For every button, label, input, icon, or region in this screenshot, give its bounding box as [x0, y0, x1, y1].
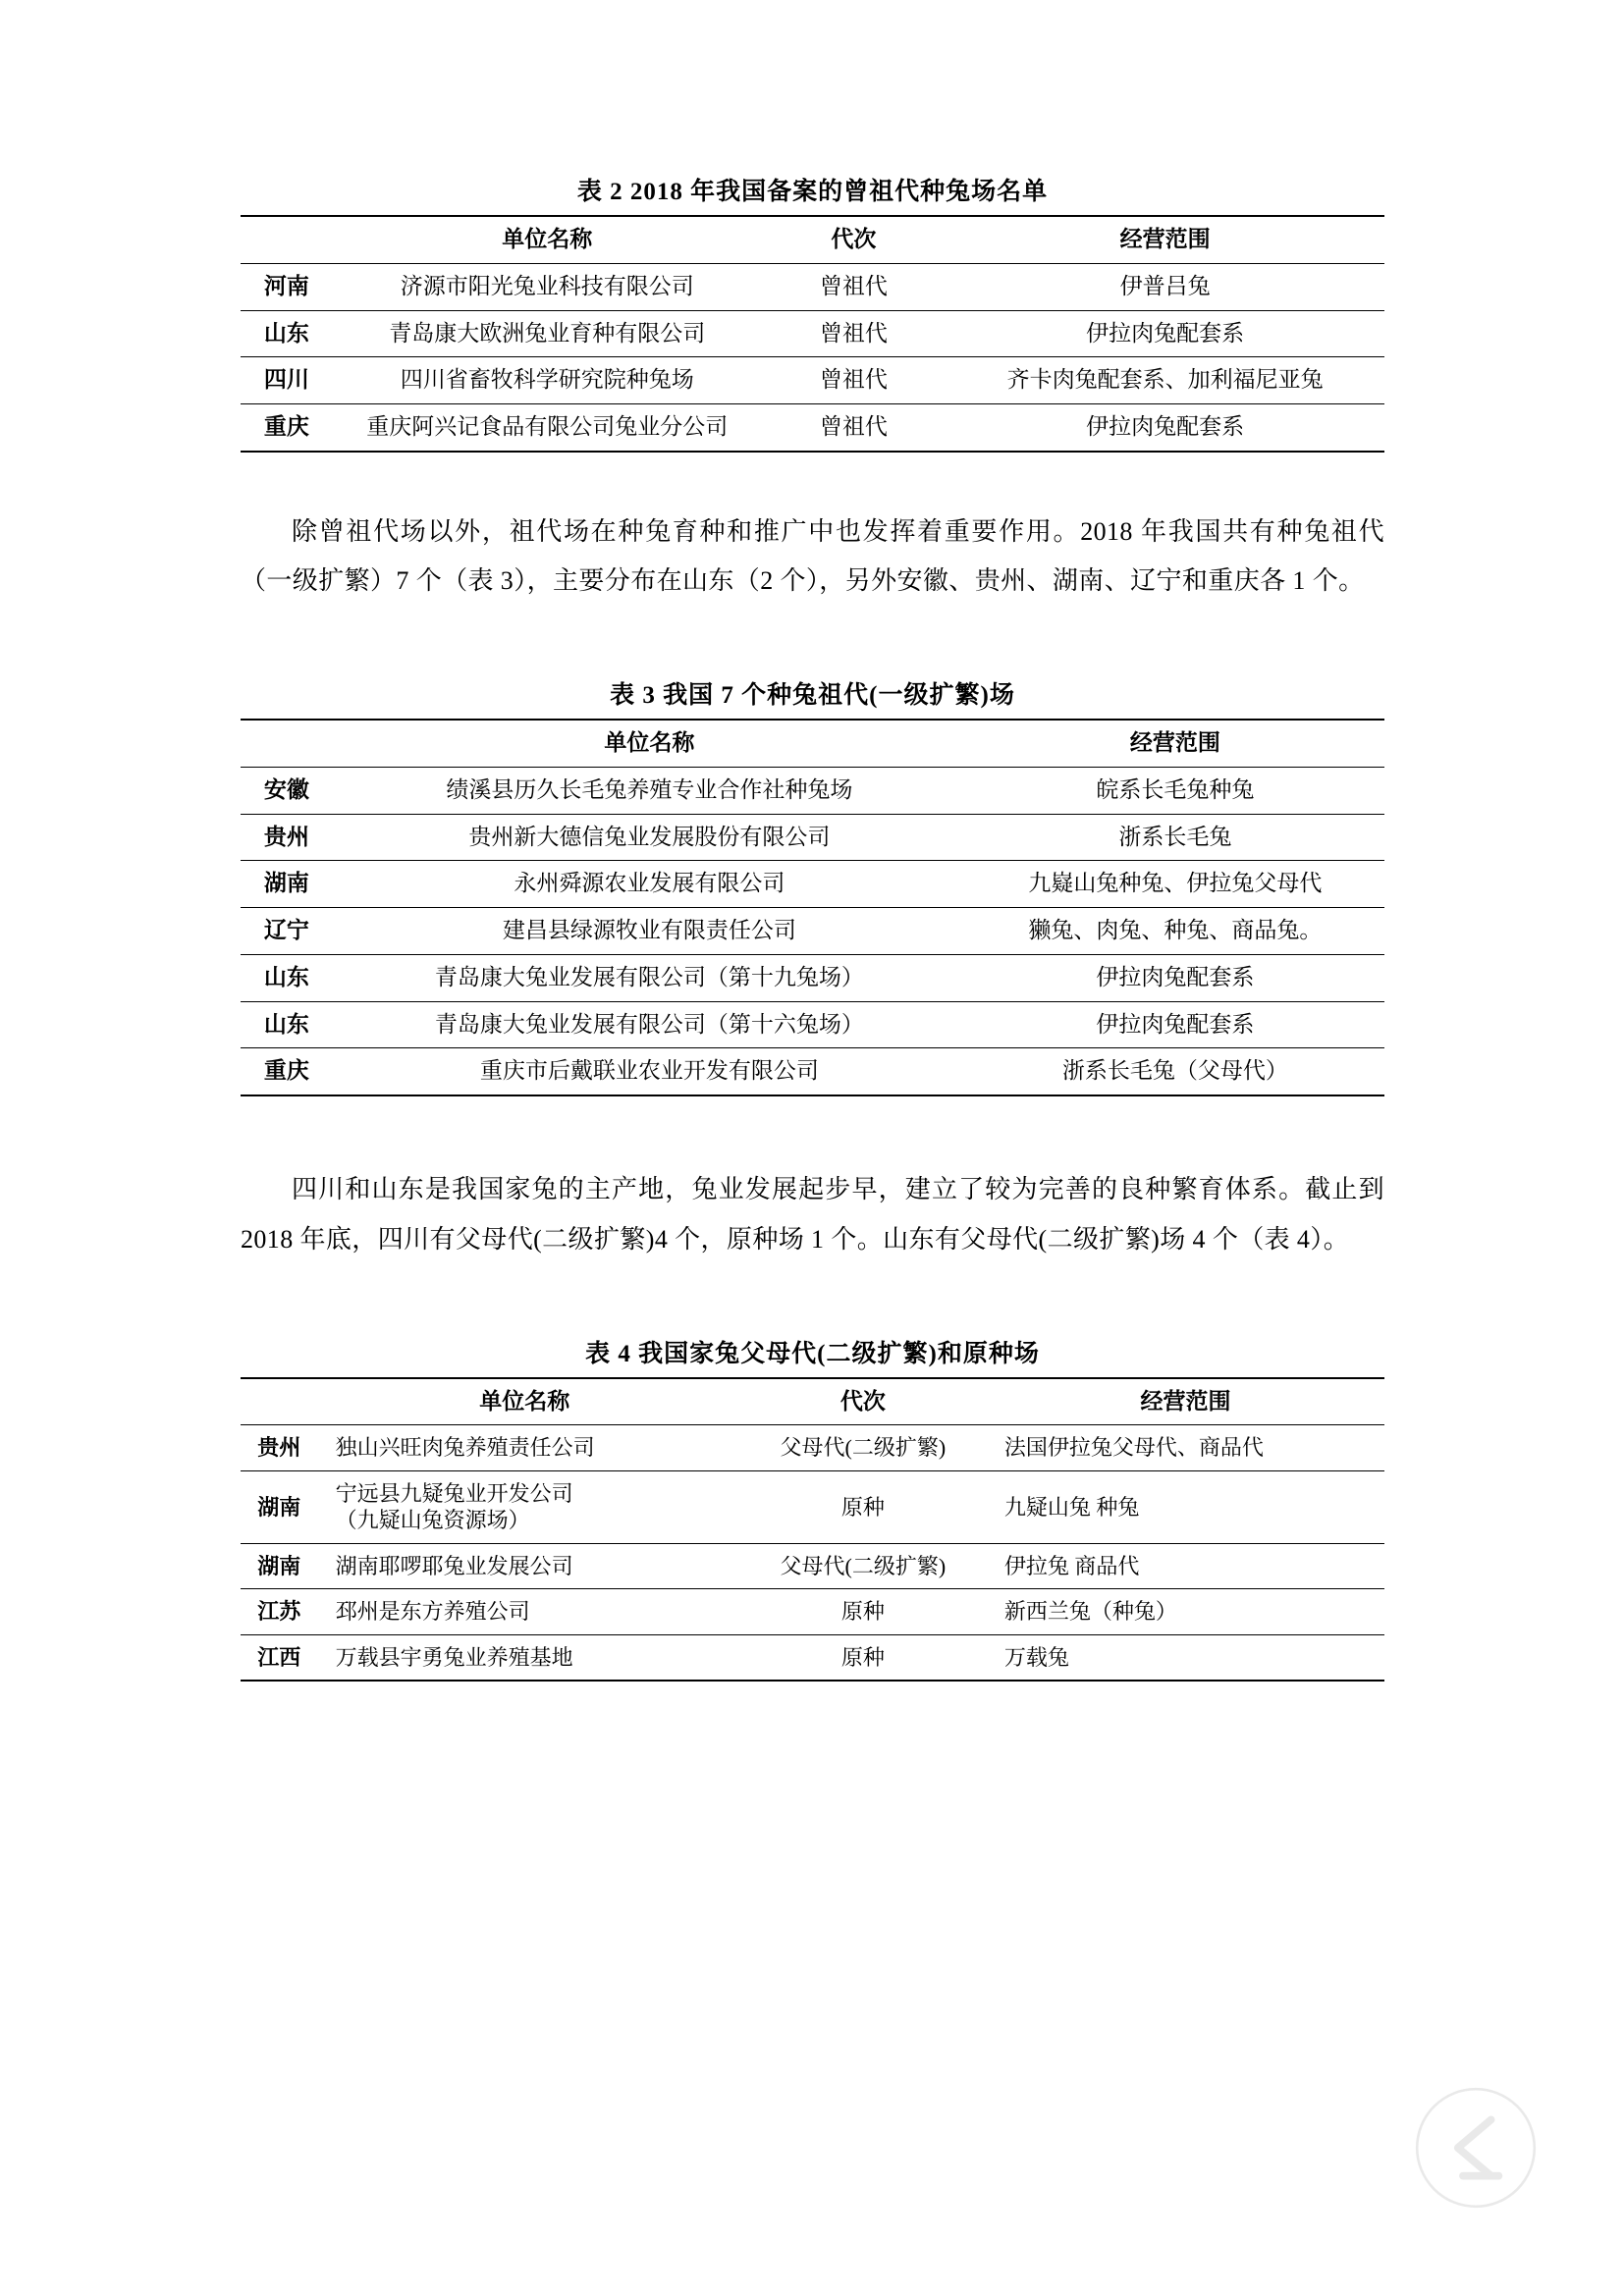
table2-body [241, 263, 1384, 452]
cell-scope: 齐卡肉兔配套系、加利福尼亚兔 [946, 357, 1384, 404]
table2 [241, 215, 1384, 453]
cell-region: 山东 [241, 1001, 333, 1048]
table4-header-region [241, 1378, 318, 1425]
cell-name [318, 1470, 735, 1543]
cell-name: 贵州新大德信兔业发展股份有限公司 [333, 814, 966, 861]
table-row [241, 814, 1384, 861]
table4-header-name: 单位名称 [318, 1378, 735, 1425]
table-row [241, 263, 1384, 310]
top-margin-spacer [241, 0, 1384, 172]
cell-name: 济源市阳光兔业科技有限公司 [333, 263, 762, 310]
cell-generation: 父母代(二级扩繁) [735, 1425, 991, 1471]
table-row [241, 1470, 1384, 1543]
table4-header-generation: 代次 [735, 1378, 991, 1425]
cell-region: 山东 [241, 954, 333, 1001]
spacer [241, 1096, 1384, 1165]
cell-scope: 伊拉肉兔配套系 [966, 954, 1384, 1001]
cell-name: 四川省畜牧科学研究院种兔场 [333, 357, 762, 404]
cell-name: 绩溪县历久长毛兔养殖专业合作社种兔场 [333, 767, 966, 814]
table2-header-scope: 经营范围 [946, 216, 1384, 263]
table-row [241, 954, 1384, 1001]
cell-generation: 曾祖代 [762, 404, 947, 452]
cell-generation: 曾祖代 [762, 357, 947, 404]
table3-header-scope: 经营范围 [966, 720, 1384, 767]
cell-generation: 原种 [735, 1634, 991, 1681]
table3-header [241, 720, 1384, 767]
cell-region: 江西 [241, 1634, 318, 1681]
table-header-row [241, 1378, 1384, 1425]
table2-header-region [241, 216, 333, 263]
cell-scope: 伊拉肉兔配套系 [946, 310, 1384, 357]
cell-region: 重庆 [241, 1048, 333, 1095]
spacer [241, 453, 1384, 507]
cell-generation: 父母代(二级扩繁) [735, 1543, 991, 1589]
cell-scope: 浙系长毛兔 [966, 814, 1384, 861]
table3 [241, 719, 1384, 1096]
table-block-table4 [241, 1334, 1384, 1682]
cell-generation: 原种 [735, 1470, 991, 1543]
cell-scope: 皖系长毛兔种兔 [966, 767, 1384, 814]
table-block-table3 [241, 675, 1384, 1096]
watermark-logo-icon [1412, 2084, 1540, 2212]
cell-name: 重庆阿兴记食品有限公司兔业分公司 [333, 404, 762, 452]
table4 [241, 1377, 1384, 1682]
cell-scope: 法国伊拉兔父母代、商品代 [991, 1425, 1384, 1471]
cell-name: 独山兴旺肉兔养殖责任公司 [318, 1425, 735, 1471]
cell-name: 湖南耶啰耶兔业发展公司 [318, 1543, 735, 1589]
table-block-table2 [241, 172, 1384, 453]
table3-header-region [241, 720, 333, 767]
cell-name-line2: （九疑山兔资源场） [335, 1508, 530, 1533]
table2-header-generation: 代次 [762, 216, 947, 263]
cell-scope: 九嶷山兔种兔、伊拉兔父母代 [966, 861, 1384, 908]
table-row [241, 1634, 1384, 1681]
cell-name: 青岛康大欧洲兔业育种有限公司 [333, 310, 762, 357]
cell-region: 辽宁 [241, 908, 333, 955]
cell-generation: 曾祖代 [762, 310, 947, 357]
cell-scope: 伊拉肉兔配套系 [946, 404, 1384, 452]
table-row [241, 861, 1384, 908]
table3-caption: 表 3 我国 7 个种兔祖代(一级扩繁)场 [610, 682, 1015, 710]
cell-region: 江苏 [241, 1589, 318, 1635]
cell-scope: 九疑山兔 种兔 [991, 1470, 1384, 1543]
table4-caption: 表 4 我国家兔父母代(二级扩繁)和原种场 [585, 1340, 1040, 1367]
table4-body [241, 1425, 1384, 1682]
cell-generation: 曾祖代 [762, 263, 947, 310]
cell-name: 万载县宇勇兔业养殖基地 [318, 1634, 735, 1681]
cell-name: 邳州是东方养殖公司 [318, 1589, 735, 1635]
cell-region: 湖南 [241, 861, 333, 908]
cell-region: 山东 [241, 310, 333, 357]
table-row [241, 767, 1384, 814]
cell-region: 安徽 [241, 767, 333, 814]
table-row [241, 1001, 1384, 1048]
table4-header [241, 1378, 1384, 1425]
table2-header-name: 单位名称 [333, 216, 762, 263]
cell-name: 青岛康大兔业发展有限公司（第十九兔场） [333, 954, 966, 1001]
table-row [241, 357, 1384, 404]
cell-scope: 獭兔、肉兔、种兔、商品兔。 [966, 908, 1384, 955]
table2-header [241, 216, 1384, 263]
table2-caption: 表 2 2018 年我国备案的曾祖代种兔场名单 [576, 179, 1049, 205]
table-row [241, 1048, 1384, 1095]
cell-name: 永州舜源农业发展有限公司 [333, 861, 966, 908]
cell-scope: 万载兔 [991, 1634, 1384, 1681]
table-header-row [241, 720, 1384, 767]
cell-scope: 伊拉兔 商品代 [991, 1543, 1384, 1589]
paragraph-1: 除曾祖代场以外，祖代场在种兔育种和推广中也发挥着重要作用。2018 年我国共有种兔祖代（一级扩繁）7 个（表 3），主要分布在山东（2 个），另外安徽、贵州、湖南、辽宁和重庆各 1 个。 [241, 516, 1384, 596]
table4-header-scope: 经营范围 [991, 1378, 1384, 1425]
cell-region: 河南 [241, 263, 333, 310]
cell-name-line1: 宁远县九疑兔业开发公司 [335, 1480, 573, 1506]
table-row [241, 1543, 1384, 1589]
table-row [241, 404, 1384, 452]
cell-name: 重庆市后戴联业农业开发有限公司 [333, 1048, 966, 1095]
cell-region: 贵州 [241, 1425, 318, 1471]
cell-region: 湖南 [241, 1470, 318, 1543]
table-row [241, 908, 1384, 955]
table3-header-name: 单位名称 [333, 720, 966, 767]
cell-region: 湖南 [241, 1543, 318, 1589]
page-content [241, 0, 1384, 1682]
table-row [241, 310, 1384, 357]
table-row [241, 1425, 1384, 1471]
table-row [241, 1589, 1384, 1635]
table-header-row [241, 216, 1384, 263]
cell-scope: 浙系长毛兔（父母代） [966, 1048, 1384, 1095]
cell-region: 重庆 [241, 404, 333, 452]
cell-scope: 伊普吕兔 [946, 263, 1384, 310]
spacer [241, 1265, 1384, 1334]
cell-region: 贵州 [241, 814, 333, 861]
spacer [241, 607, 1384, 675]
cell-scope: 新西兰兔（种兔） [991, 1589, 1384, 1635]
cell-region: 四川 [241, 357, 333, 404]
cell-scope: 伊拉肉兔配套系 [966, 1001, 1384, 1048]
cell-name: 青岛康大兔业发展有限公司（第十六兔场） [333, 1001, 966, 1048]
cell-generation: 原种 [735, 1589, 991, 1635]
cell-name: 建昌县绿源牧业有限责任公司 [333, 908, 966, 955]
table3-body [241, 767, 1384, 1095]
paragraph-2: 四川和山东是我国家兔的主产地，兔业发展起步早，建立了较为完善的良种繁育体系。截止到 2018 年底，四川有父母代(二级扩繁)4 个，原种场 1 个。山东有父母代(二级扩繁)场 4 个（表 4）。 [241, 1175, 1384, 1254]
